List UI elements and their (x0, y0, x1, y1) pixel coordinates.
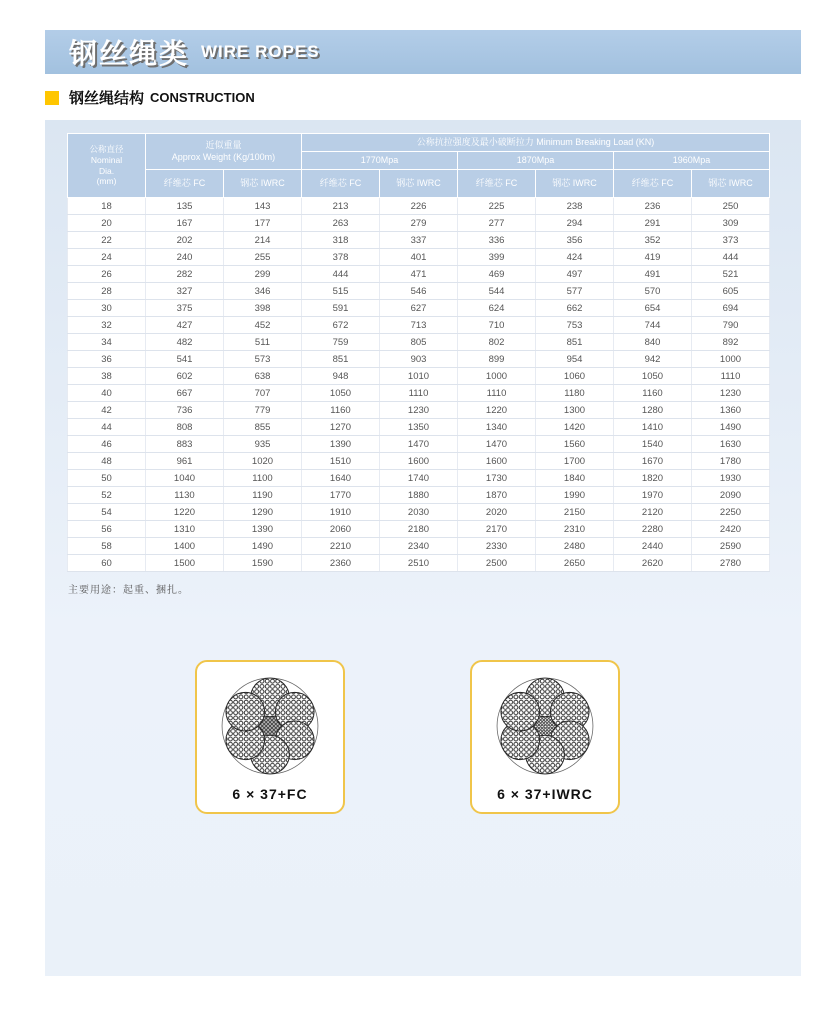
value-cell: 1110 (380, 385, 458, 402)
value-cell: 1310 (146, 521, 224, 538)
value-cell: 1390 (224, 521, 302, 538)
rope-cross-section-iwrc-icon (487, 668, 603, 784)
table-row (68, 436, 770, 453)
value-cell: 299 (224, 266, 302, 283)
value-cell: 662 (536, 300, 614, 317)
value-cell: 802 (458, 334, 536, 351)
header-breaking-load: 公称抗拉强度及最小破断拉力 Minimum Breaking Load (KN) (302, 134, 770, 152)
value-cell: 2210 (302, 538, 380, 555)
table-row (68, 521, 770, 538)
value-cell: 398 (224, 300, 302, 317)
value-cell: 2310 (536, 521, 614, 538)
dia-cell: 52 (68, 487, 146, 504)
dia-cell: 18 (68, 198, 146, 215)
value-cell: 1190 (224, 487, 302, 504)
value-cell: 1160 (614, 385, 692, 402)
value-cell: 1130 (146, 487, 224, 504)
value-cell: 135 (146, 198, 224, 215)
value-cell: 1600 (458, 453, 536, 470)
value-cell: 1870 (458, 487, 536, 504)
value-cell: 2180 (380, 521, 458, 538)
dia-cell: 46 (68, 436, 146, 453)
value-cell: 2150 (536, 504, 614, 521)
value-cell: 602 (146, 368, 224, 385)
value-cell: 808 (146, 419, 224, 436)
value-cell: 1220 (458, 402, 536, 419)
header-fc: 纤维芯 FC (614, 170, 692, 198)
value-cell: 419 (614, 249, 692, 266)
value-cell: 2500 (458, 555, 536, 572)
value-cell: 546 (380, 283, 458, 300)
value-cell: 337 (380, 232, 458, 249)
value-cell: 282 (146, 266, 224, 283)
value-cell: 1230 (692, 385, 770, 402)
value-cell: 375 (146, 300, 224, 317)
dia-cell: 42 (68, 402, 146, 419)
value-cell: 424 (536, 249, 614, 266)
value-cell: 1910 (302, 504, 380, 521)
value-cell: 942 (614, 351, 692, 368)
header-mpa-1960: 1960Mpa (614, 152, 770, 170)
dia-cell: 50 (68, 470, 146, 487)
value-cell: 2250 (692, 504, 770, 521)
table-head (68, 134, 770, 198)
table-row (68, 504, 770, 521)
value-cell: 2120 (614, 504, 692, 521)
table-body (68, 198, 770, 572)
value-cell: 471 (380, 266, 458, 283)
diagram-card-fc (195, 660, 345, 814)
table-row (68, 266, 770, 283)
value-cell: 263 (302, 215, 380, 232)
value-cell: 627 (380, 300, 458, 317)
diagram-cards (195, 660, 801, 814)
table-row (68, 402, 770, 419)
value-cell: 1820 (614, 470, 692, 487)
value-cell: 2620 (614, 555, 692, 572)
banner-title-en: WIRE ROPES (201, 42, 320, 61)
value-cell: 2440 (614, 538, 692, 555)
value-cell: 654 (614, 300, 692, 317)
dia-cell: 24 (68, 249, 146, 266)
value-cell: 356 (536, 232, 614, 249)
value-cell: 2510 (380, 555, 458, 572)
value-cell: 744 (614, 317, 692, 334)
value-cell: 1390 (302, 436, 380, 453)
value-cell: 2020 (458, 504, 536, 521)
value-cell: 1290 (224, 504, 302, 521)
value-cell: 497 (536, 266, 614, 283)
value-cell: 1930 (692, 470, 770, 487)
value-cell: 1640 (302, 470, 380, 487)
value-cell: 1970 (614, 487, 692, 504)
dia-cell: 44 (68, 419, 146, 436)
value-cell: 1740 (380, 470, 458, 487)
header-iwrc: 钢芯 IWRC (536, 170, 614, 198)
dia-cell: 28 (68, 283, 146, 300)
dia-cell: 60 (68, 555, 146, 572)
value-cell: 226 (380, 198, 458, 215)
header-iwrc: 钢芯 IWRC (224, 170, 302, 198)
value-cell: 1770 (302, 487, 380, 504)
table-row (68, 300, 770, 317)
table-row (68, 470, 770, 487)
value-cell: 707 (224, 385, 302, 402)
dia-cell: 54 (68, 504, 146, 521)
value-cell: 855 (224, 419, 302, 436)
diagram-card-iwrc (470, 660, 620, 814)
value-cell: 336 (458, 232, 536, 249)
value-cell: 948 (302, 368, 380, 385)
value-cell: 167 (146, 215, 224, 232)
value-cell: 1230 (380, 402, 458, 419)
value-cell: 1350 (380, 419, 458, 436)
value-cell: 318 (302, 232, 380, 249)
page-banner (45, 30, 801, 74)
value-cell: 961 (146, 453, 224, 470)
value-cell: 1270 (302, 419, 380, 436)
value-cell: 143 (224, 198, 302, 215)
table-row (68, 538, 770, 555)
usage-note: 主要用途：起重、捆扎。 (68, 585, 189, 596)
value-cell: 2090 (692, 487, 770, 504)
value-cell: 2650 (536, 555, 614, 572)
value-cell: 1010 (380, 368, 458, 385)
value-cell: 1420 (536, 419, 614, 436)
value-cell: 544 (458, 283, 536, 300)
value-cell: 1220 (146, 504, 224, 521)
value-cell: 892 (692, 334, 770, 351)
value-cell: 2280 (614, 521, 692, 538)
header-mpa-1870: 1870Mpa (458, 152, 614, 170)
value-cell: 713 (380, 317, 458, 334)
content-panel (45, 120, 801, 976)
value-cell: 1160 (302, 402, 380, 419)
header-mpa-1770: 1770Mpa (302, 152, 458, 170)
value-cell: 1490 (692, 419, 770, 436)
value-cell: 883 (146, 436, 224, 453)
value-cell: 954 (536, 351, 614, 368)
value-cell: 2030 (380, 504, 458, 521)
value-cell: 1500 (146, 555, 224, 572)
value-cell: 1730 (458, 470, 536, 487)
dia-cell: 38 (68, 368, 146, 385)
dia-cell: 20 (68, 215, 146, 232)
value-cell: 541 (146, 351, 224, 368)
spec-table (67, 133, 770, 572)
dia-cell: 40 (68, 385, 146, 402)
table-row (68, 368, 770, 385)
value-cell: 491 (614, 266, 692, 283)
value-cell: 1400 (146, 538, 224, 555)
dia-cell: 22 (68, 232, 146, 249)
value-cell: 452 (224, 317, 302, 334)
table-row (68, 283, 770, 300)
value-cell: 710 (458, 317, 536, 334)
banner-title-zh: 钢丝绳类 (69, 38, 190, 69)
value-cell: 1280 (614, 402, 692, 419)
value-cell: 1300 (536, 402, 614, 419)
value-cell: 279 (380, 215, 458, 232)
table-row (68, 215, 770, 232)
value-cell: 638 (224, 368, 302, 385)
value-cell: 1600 (380, 453, 458, 470)
value-cell: 1180 (536, 385, 614, 402)
dia-cell: 32 (68, 317, 146, 334)
value-cell: 309 (692, 215, 770, 232)
value-cell: 1060 (536, 368, 614, 385)
value-cell: 1410 (614, 419, 692, 436)
value-cell: 591 (302, 300, 380, 317)
value-cell: 805 (380, 334, 458, 351)
value-cell: 851 (536, 334, 614, 351)
dia-cell: 30 (68, 300, 146, 317)
value-cell: 2420 (692, 521, 770, 538)
value-cell: 851 (302, 351, 380, 368)
value-cell: 327 (146, 283, 224, 300)
value-cell: 294 (536, 215, 614, 232)
value-cell: 346 (224, 283, 302, 300)
value-cell: 2170 (458, 521, 536, 538)
value-cell: 1470 (380, 436, 458, 453)
value-cell: 1840 (536, 470, 614, 487)
value-cell: 444 (302, 266, 380, 283)
table-row (68, 453, 770, 470)
value-cell: 1110 (458, 385, 536, 402)
value-cell: 250 (692, 198, 770, 215)
value-cell: 1590 (224, 555, 302, 572)
value-cell: 694 (692, 300, 770, 317)
diagram-label-iwrc: 6 × 37+IWRC (497, 786, 593, 802)
value-cell: 401 (380, 249, 458, 266)
value-cell: 1540 (614, 436, 692, 453)
value-cell: 1360 (692, 402, 770, 419)
section-heading (45, 87, 830, 108)
section-title-zh: 钢丝绳结构 (69, 90, 145, 107)
dia-cell: 26 (68, 266, 146, 283)
value-cell: 779 (224, 402, 302, 419)
value-cell: 1100 (224, 470, 302, 487)
value-cell: 482 (146, 334, 224, 351)
value-cell: 1050 (302, 385, 380, 402)
table-row (68, 334, 770, 351)
header-approx-weight: 近似重量 Approx Weight (Kg/100m) (146, 134, 302, 170)
table-row (68, 317, 770, 334)
table-row (68, 198, 770, 215)
value-cell: 667 (146, 385, 224, 402)
value-cell: 1880 (380, 487, 458, 504)
value-cell: 1670 (614, 453, 692, 470)
table-row (68, 385, 770, 402)
table-row (68, 419, 770, 436)
section-title-en: CONSTRUCTION (150, 90, 255, 105)
value-cell: 672 (302, 317, 380, 334)
value-cell: 1050 (614, 368, 692, 385)
value-cell: 1990 (536, 487, 614, 504)
value-cell: 399 (458, 249, 536, 266)
value-cell: 511 (224, 334, 302, 351)
value-cell: 577 (536, 283, 614, 300)
table-row (68, 351, 770, 368)
dia-cell: 48 (68, 453, 146, 470)
value-cell: 1020 (224, 453, 302, 470)
value-cell: 570 (614, 283, 692, 300)
value-cell: 899 (458, 351, 536, 368)
value-cell: 469 (458, 266, 536, 283)
value-cell: 935 (224, 436, 302, 453)
table-row (68, 249, 770, 266)
value-cell: 240 (146, 249, 224, 266)
value-cell: 1110 (692, 368, 770, 385)
value-cell: 1700 (536, 453, 614, 470)
value-cell: 225 (458, 198, 536, 215)
value-cell: 378 (302, 249, 380, 266)
value-cell: 1490 (224, 538, 302, 555)
value-cell: 521 (692, 266, 770, 283)
value-cell: 2360 (302, 555, 380, 572)
value-cell: 255 (224, 249, 302, 266)
value-cell: 1040 (146, 470, 224, 487)
value-cell: 1560 (536, 436, 614, 453)
header-fc: 纤维芯 FC (302, 170, 380, 198)
value-cell: 291 (614, 215, 692, 232)
value-cell: 1780 (692, 453, 770, 470)
header-fc: 纤维芯 FC (146, 170, 224, 198)
value-cell: 573 (224, 351, 302, 368)
value-cell: 903 (380, 351, 458, 368)
table-row (68, 487, 770, 504)
value-cell: 624 (458, 300, 536, 317)
value-cell: 2780 (692, 555, 770, 572)
dia-cell: 36 (68, 351, 146, 368)
value-cell: 2060 (302, 521, 380, 538)
table-row (68, 232, 770, 249)
value-cell: 1630 (692, 436, 770, 453)
header-iwrc: 钢芯 IWRC (692, 170, 770, 198)
header-nominal-dia: 公称直径 Nominal Dia. (mm) (68, 134, 146, 198)
diagram-label-fc: 6 × 37+FC (232, 786, 308, 802)
value-cell: 352 (614, 232, 692, 249)
value-cell: 202 (146, 232, 224, 249)
value-cell: 277 (458, 215, 536, 232)
rope-cross-section-fc-icon (212, 668, 328, 784)
value-cell: 213 (302, 198, 380, 215)
value-cell: 736 (146, 402, 224, 419)
header-iwrc: 钢芯 IWRC (380, 170, 458, 198)
dia-cell: 56 (68, 521, 146, 538)
value-cell: 373 (692, 232, 770, 249)
value-cell: 1340 (458, 419, 536, 436)
dia-cell: 34 (68, 334, 146, 351)
value-cell: 1470 (458, 436, 536, 453)
value-cell: 605 (692, 283, 770, 300)
value-cell: 1000 (692, 351, 770, 368)
value-cell: 753 (536, 317, 614, 334)
value-cell: 2590 (692, 538, 770, 555)
value-cell: 236 (614, 198, 692, 215)
value-cell: 177 (224, 215, 302, 232)
value-cell: 759 (302, 334, 380, 351)
header-fc: 纤维芯 FC (458, 170, 536, 198)
table-row (68, 555, 770, 572)
value-cell: 515 (302, 283, 380, 300)
value-cell: 1000 (458, 368, 536, 385)
value-cell: 427 (146, 317, 224, 334)
value-cell: 2480 (536, 538, 614, 555)
value-cell: 214 (224, 232, 302, 249)
dia-cell: 58 (68, 538, 146, 555)
value-cell: 790 (692, 317, 770, 334)
yellow-square-icon (45, 91, 59, 105)
value-cell: 1510 (302, 453, 380, 470)
value-cell: 840 (614, 334, 692, 351)
value-cell: 444 (692, 249, 770, 266)
value-cell: 2330 (458, 538, 536, 555)
value-cell: 2340 (380, 538, 458, 555)
value-cell: 238 (536, 198, 614, 215)
